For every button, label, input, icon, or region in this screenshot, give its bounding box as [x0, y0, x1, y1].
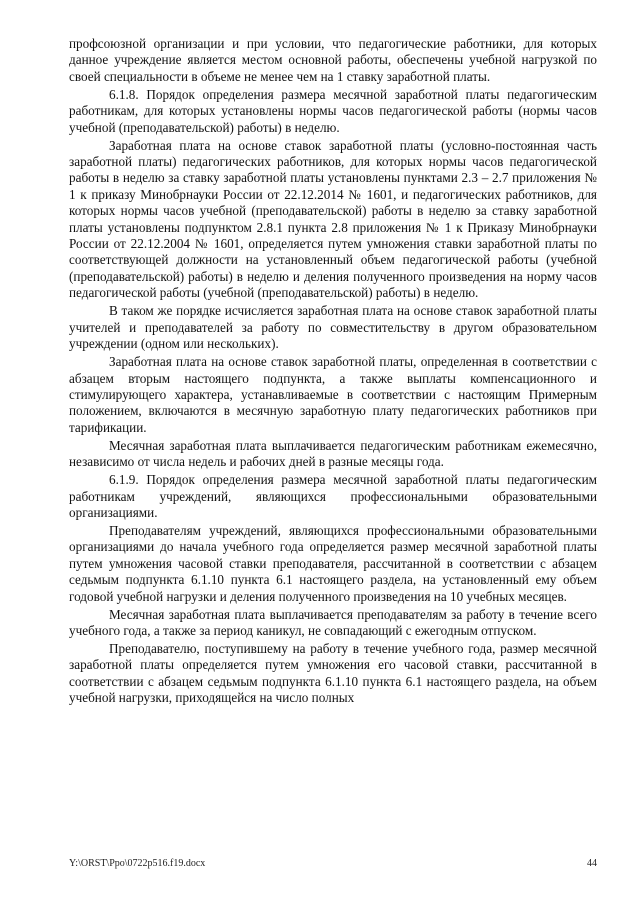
paragraph-7: 6.1.9. Порядок определения размера месячной заработной платы педагогическим работникам учреждений, являющихся профессиональными образовательными организациями. — [69, 472, 597, 520]
paragraph-10: Преподавателю, поступившему на работу в течение учебного года, размер месячной заработной платы определяется путем умножения его часовой ставки, рассчитанной в соответствии с абзацем седьмым подпункта 6.1.10 пункта 6.1 настоящего раздела, на объем учебной нагрузки, приходящейся на число полных — [69, 640, 597, 706]
paragraph-9: Месячная заработная плата выплачивается преподавателям за работу в течение всего учебного года, а также за период каникул, не совпадающий с ежегодным отпуском. — [69, 606, 597, 638]
paragraph-8: Преподавателям учреждений, являющихся профессиональными образовательными организациями до начала учебного года определяется размер месячной заработной платы путем умножения часовой ставки преподавателя, рассчитанной в соответствии с абзацем седьмым подпункта 6.1.10 пункта 6.1 настоящего раздела, на установленный ему объем годовой учебной нагрузки и деления полученного произведения на 10 учебных месяцев. — [69, 522, 597, 604]
paragraph-1: профсоюзной организации и при условии, что педагогические работники, для которых данное учреждение является местом основной работы, обеспечены учебной нагрузкой по своей специальности в объеме не менее чем на 1 ставку заработной платы. — [69, 36, 597, 84]
paragraph-5: Заработная плата на основе ставок заработной платы, определенная в соответствии с абзацем вторым настоящего подпункта, а также выплаты компенсационного и стимулирующего характера, устанавливаемые в соответствии с настоящим Примерным положением, включаются в месячную заработную плату педагогических работников при тарификации. — [69, 354, 597, 435]
file-path: Y:\ORST\Ppo\0722p516.f19.docx — [69, 858, 206, 869]
page-number: 44 — [587, 858, 597, 869]
paragraph-2: 6.1.8. Порядок определения размера месячной заработной платы педагогическим работникам, для которых установлены нормы часов педагогической работы (нормы часов учебной (преподавательской) работы) в неделю. — [69, 86, 597, 135]
paragraph-6: Месячная заработная плата выплачивается педагогическим работникам ежемесячно, независимо от числа недель и рабочих дней в разные месяцы года. — [69, 437, 597, 470]
paragraph-4: В таком же порядке исчисляется заработная плата на основе ставок заработной платы учителей и преподавателей за работу по совместительству в другом образовательном учреждении (одном или нескольких). — [69, 303, 597, 352]
document-body — [69, 36, 597, 708]
paragraph-3: Заработная плата на основе ставок заработной платы (условно-постоянная часть заработной платы) педагогических работников, для которых нормы часов педагогической работы в неделю за ставку заработной платы установлены пунктами 2.3 – 2.7 приложения № 1 к приказу Минобрнауки России от 22.12.2014 № 1601, и педагогических работников, для которых нормы часов учебной (преподавательской) работы в неделю за ставку заработной платы установлены подпунктом 2.8.1 пункта 2.8 приложения № 1 к Приказу Минобрнауки России от 22.12.2004 № 1601, определяется путем умножения ставки заработной платы по соответствующей должности на установленный объем педагогической работы (учебной (преподавательской) работы) в неделю и деления полученного произведения на норму часов педагогической работы (учебной (преподавательской) работы) в неделю. — [69, 137, 597, 301]
